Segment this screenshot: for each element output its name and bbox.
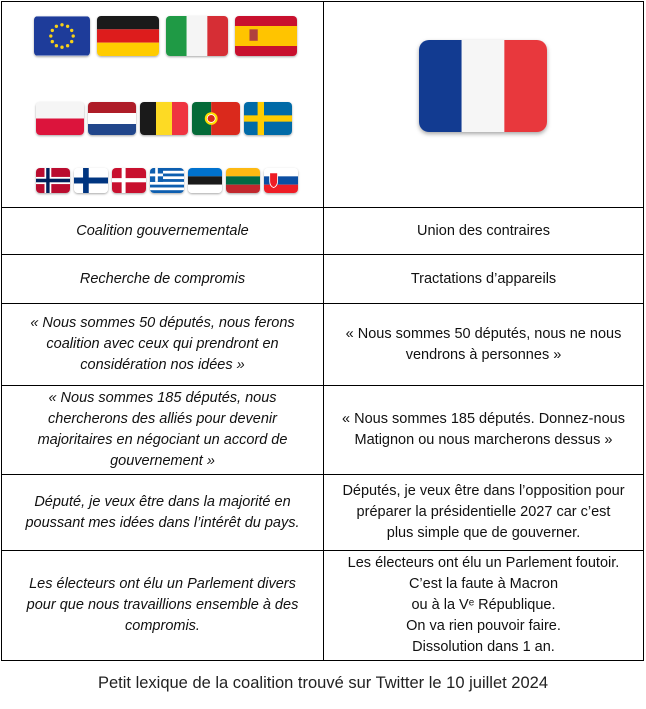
france-flag-icon — [419, 40, 547, 132]
table-row — [2, 255, 644, 304]
finland-flag-icon — [74, 168, 108, 193]
line: « Nous sommes 50 députés, nous ferons — [30, 315, 295, 331]
lithuania-flag-icon — [226, 168, 260, 193]
caption: Petit lexique de la coalition trouvé sur Twitter le 10 juillet 2024 — [97, 674, 549, 692]
table-row — [2, 208, 644, 255]
line: Les électeurs ont élu un Parlement foutoir. — [347, 555, 620, 571]
greece-flag-icon — [150, 168, 184, 193]
row-2-left: Recherche de compromis — [2, 255, 324, 304]
row-4-left — [2, 386, 324, 475]
row-6-left — [2, 551, 324, 661]
line: chercherons des alliés pour devenir — [48, 411, 277, 427]
portugal-flag-icon — [192, 102, 240, 135]
line: C’est la faute à Macron — [408, 576, 559, 592]
line: Les électeurs ont élu un Parlement divers — [29, 576, 296, 592]
line: On va rien pouvoir faire. — [406, 618, 561, 634]
coalition-flags-cell — [2, 2, 324, 208]
belgium-flag-icon — [140, 102, 188, 135]
row-4-right — [324, 386, 644, 475]
row-3-right — [324, 304, 644, 386]
table-row — [2, 551, 644, 661]
poland-flag-icon — [36, 102, 84, 135]
line: Députés, je veux être dans l’opposition pour — [342, 483, 625, 499]
netherlands-flag-icon — [88, 102, 136, 135]
line: poussant mes idées dans l’intérêt du pays. — [25, 514, 300, 531]
line: préparer la présidentielle 2027 car c’est — [356, 504, 611, 520]
table-row — [2, 475, 644, 551]
line: ou à la Vᵉ République. — [411, 597, 556, 613]
sweden-flag-icon — [244, 102, 292, 135]
line: pour que nous travaillions ensemble à des — [26, 597, 299, 613]
line: gouvernement » — [110, 453, 215, 469]
line: Député, je veux être dans la majorité en — [34, 493, 291, 510]
line: Dissolution dans 1 an. — [412, 639, 555, 655]
slovakia-flag-icon — [264, 168, 298, 193]
row-1-right: Union des contraires — [324, 208, 644, 255]
line: « Nous sommes 50 députés, nous ne nous — [345, 325, 622, 342]
spain-flag-icon — [235, 16, 297, 56]
denmark-flag-icon — [112, 168, 146, 193]
line: « Nous sommes 185 députés, nous — [48, 390, 277, 406]
table-row — [2, 304, 644, 386]
row-6-right — [324, 551, 644, 661]
norway-flag-icon — [36, 168, 70, 193]
line: plus simple que de gouverner. — [386, 525, 581, 541]
line: compromis. — [125, 618, 200, 634]
line: considération nos idées » — [80, 357, 245, 373]
row-5-right — [324, 475, 644, 551]
table-row — [2, 386, 644, 475]
estonia-flag-icon — [188, 168, 222, 193]
flags-row — [2, 2, 644, 208]
eu-flag-icon — [34, 16, 90, 56]
row-2-right: Tractations d’appareils — [324, 255, 644, 304]
germany-flag-icon — [97, 16, 159, 56]
union-flag-cell — [324, 2, 644, 208]
line: coalition avec ceux qui prendront en — [46, 336, 279, 352]
line: majoritaires en négociant un accord de — [37, 432, 288, 448]
row-3-left — [2, 304, 324, 386]
italy-flag-icon — [166, 16, 228, 56]
line: « Nous sommes 185 députés. Donnez-nous — [342, 411, 625, 427]
line: Matignon ou nous marcherons dessus » — [354, 432, 613, 448]
row-1-left: Coalition gouvernementale — [2, 208, 324, 255]
line: vendrons à personnes » — [405, 346, 562, 363]
lexicon-table — [1, 1, 644, 661]
row-5-left — [2, 475, 324, 551]
